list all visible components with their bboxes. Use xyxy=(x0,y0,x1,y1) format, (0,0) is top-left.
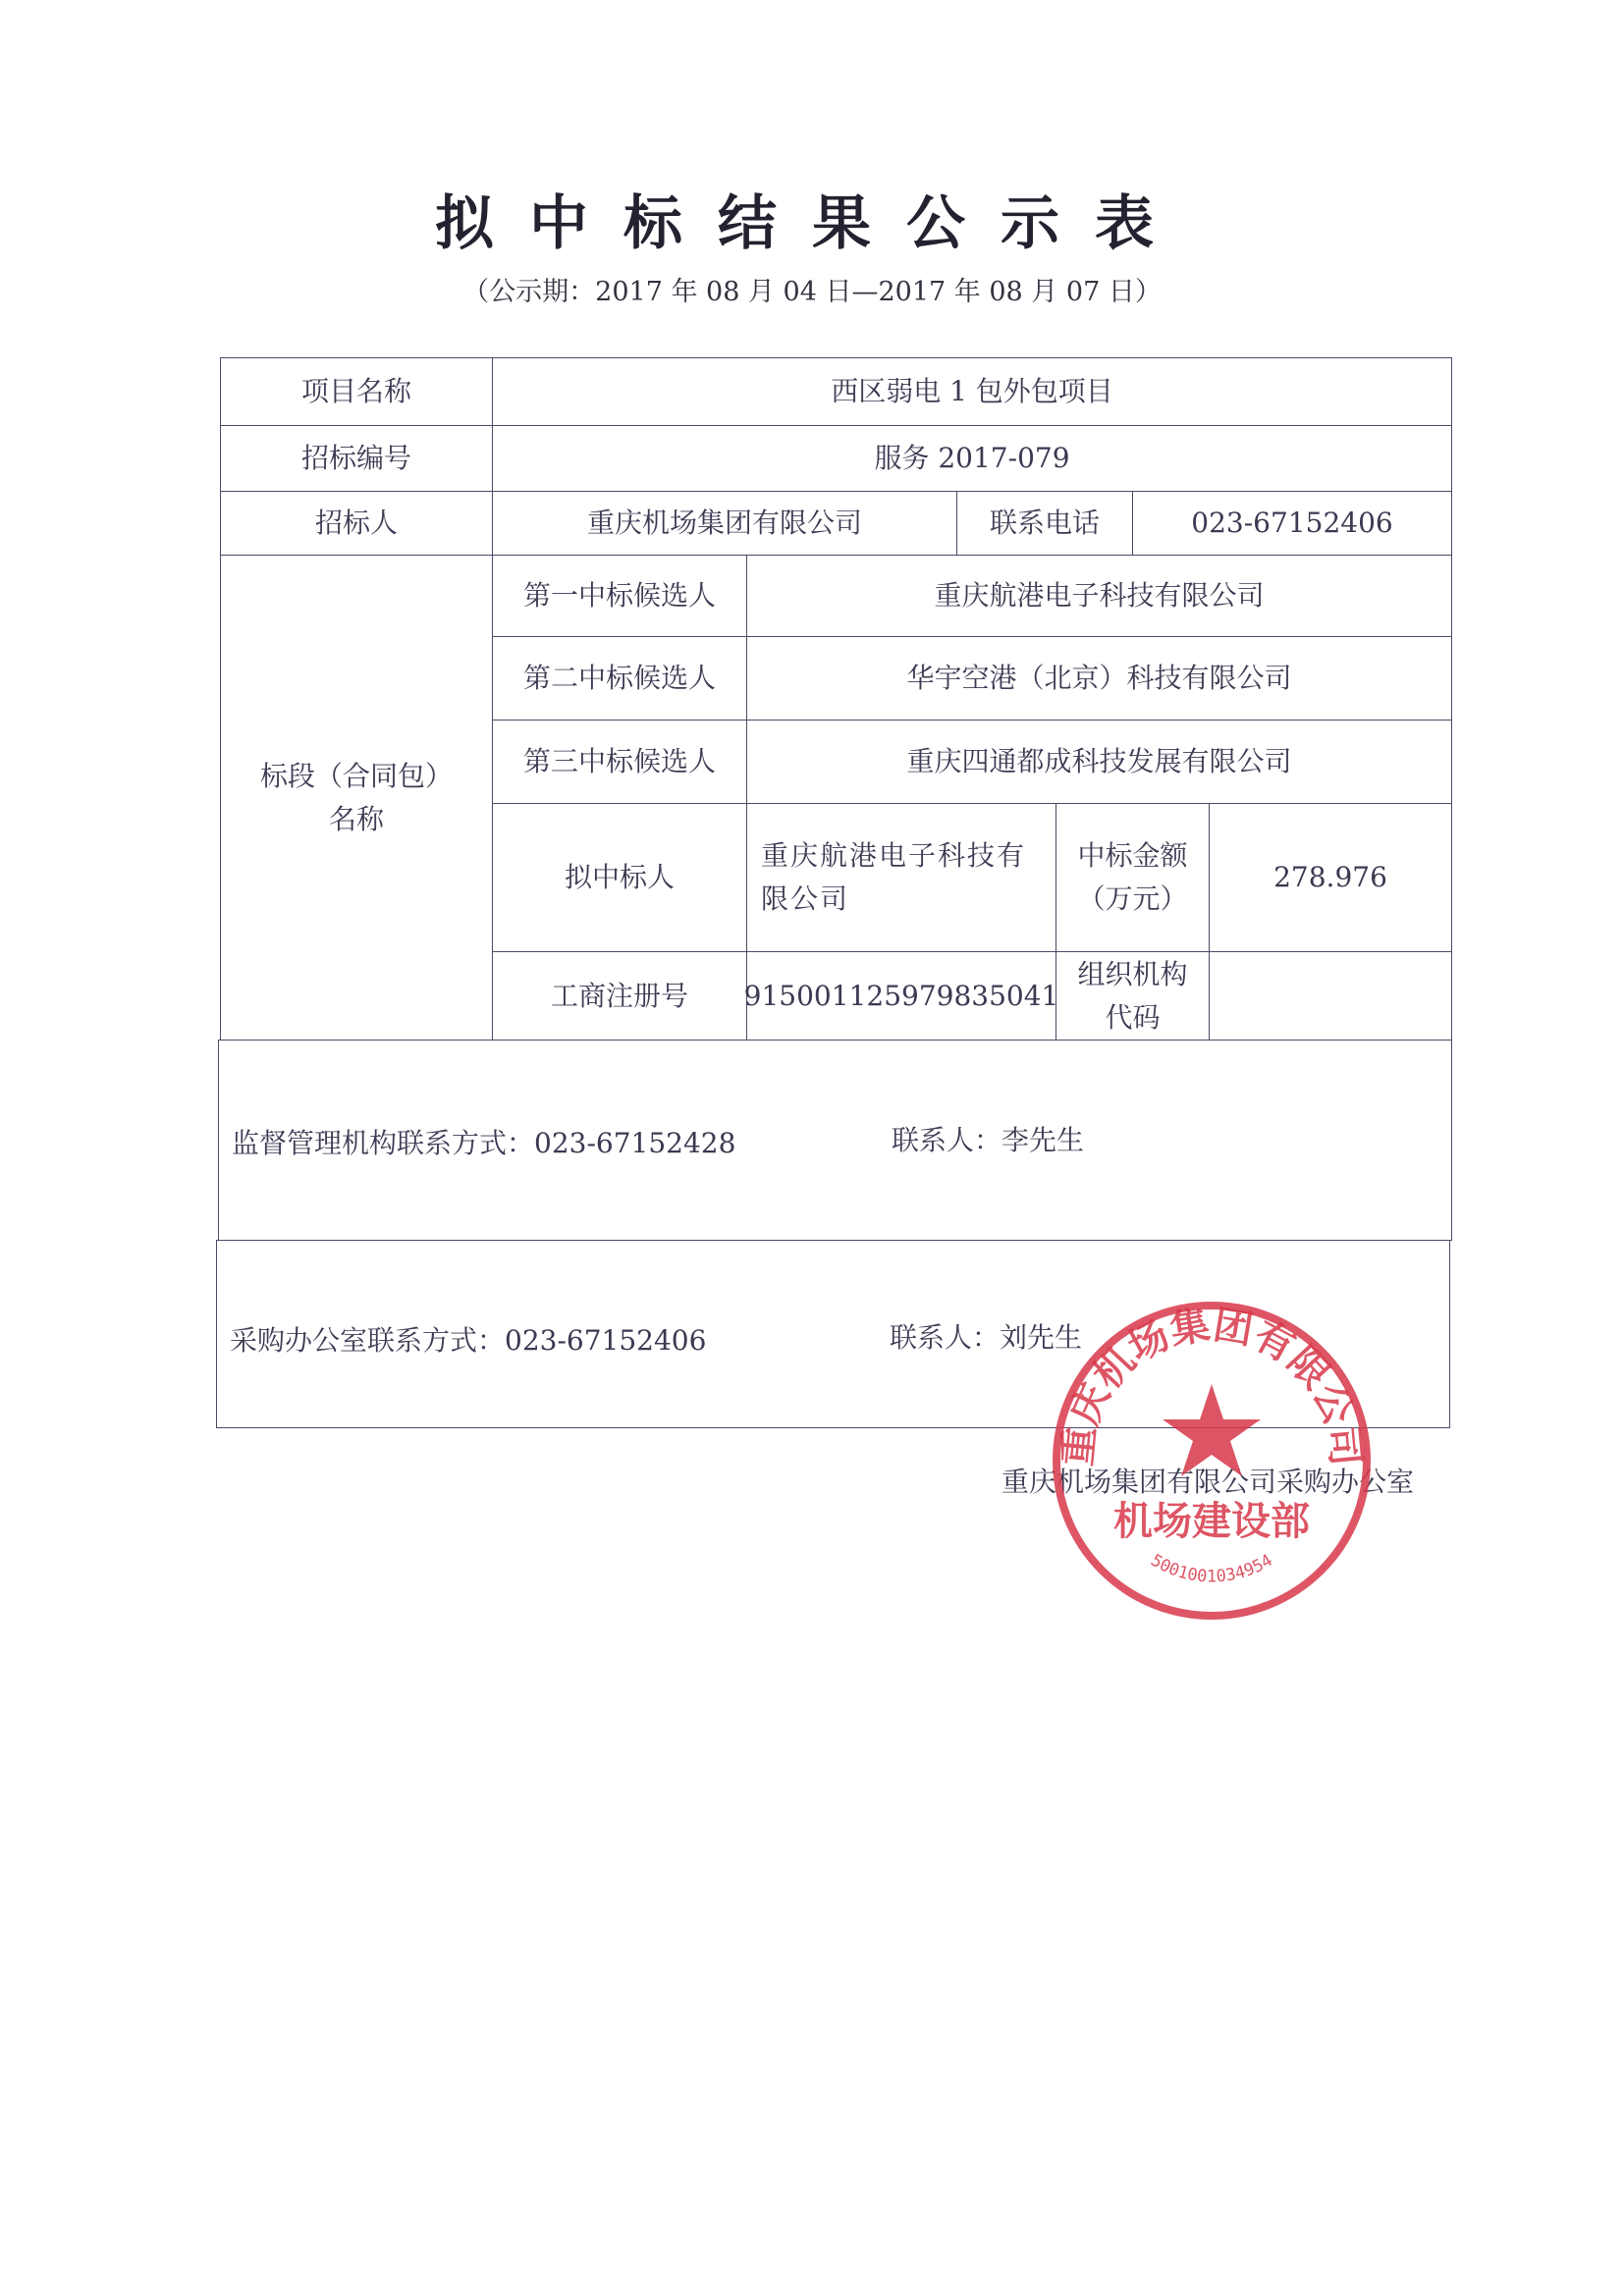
procurement-contact-person: 联系人：刘先生 xyxy=(890,1321,1083,1354)
svg-text:5001001034954 xyxy=(1147,1551,1275,1587)
org-code-label xyxy=(1056,951,1210,1041)
seal-star xyxy=(1163,1384,1261,1476)
project-name-value: 西区弱电 1 包外包项目 xyxy=(492,357,1452,426)
seal-top-text: 重庆机场集团有限公司 xyxy=(1055,1302,1369,1468)
page-title: 拟中标结果公示表 xyxy=(435,189,1189,258)
supervision-contact-method: 监督管理机构联系方式：023-67152428 xyxy=(232,1127,736,1159)
issuing-office: 重庆机场集团有限公司采购办公室 xyxy=(1001,1466,1415,1498)
supervision-contact-person: 联系人：李先生 xyxy=(892,1124,1085,1156)
proposed-winner-text: 重庆航港电子科技有限公司 xyxy=(761,839,1027,915)
proposed-winner-label: 拟中标人 xyxy=(492,803,747,952)
tenderer-label: 招标人 xyxy=(220,491,493,556)
bid-number-value: 服务 2017-079 xyxy=(492,425,1452,492)
proposed-winner-value xyxy=(746,803,1056,952)
amount-label xyxy=(1056,803,1210,952)
seal-code-text: 5001001034954 xyxy=(1147,1550,1276,1587)
registration-value: 915001125979835041 xyxy=(746,951,1056,1041)
contact-phone-label: 联系电话 xyxy=(956,491,1133,556)
candidate-2-company: 华宇空港（北京）科技有限公司 xyxy=(746,636,1452,721)
section-name-label-text: 标段（合同包）名称 xyxy=(259,759,453,835)
bid-number-label: 招标编号 xyxy=(220,425,493,492)
candidate-2-label: 第二中标候选人 xyxy=(492,636,747,721)
seal-center-text: 机场建设部 xyxy=(1113,1499,1310,1544)
official-seal-icon xyxy=(1045,1294,1379,1628)
candidate-3-label: 第三中标候选人 xyxy=(492,720,747,804)
contact-phone-value: 023-67152406 xyxy=(1132,491,1452,556)
amount-label-text: 中标金额（万元） xyxy=(1077,839,1188,915)
section-name-label xyxy=(220,555,493,1041)
amount-value: 278.976 xyxy=(1209,803,1452,952)
candidate-3-company: 重庆四通都成科技发展有限公司 xyxy=(746,720,1452,804)
project-name-label: 项目名称 xyxy=(220,357,493,426)
org-code-label-text: 组织机构代码 xyxy=(1077,957,1188,1034)
candidate-1-company: 重庆航港电子科技有限公司 xyxy=(746,555,1452,637)
tenderer-value: 重庆机场集团有限公司 xyxy=(492,491,957,556)
registration-label: 工商注册号 xyxy=(492,951,747,1041)
org-code-value xyxy=(1209,951,1452,1041)
candidate-1-label: 第一中标候选人 xyxy=(492,555,747,637)
announcement-period: （公示期：2017 年 08 月 04 日—2017 年 08 月 07 日） xyxy=(462,277,1162,307)
procurement-contact-method: 采购办公室联系方式：023-67152406 xyxy=(230,1324,707,1357)
